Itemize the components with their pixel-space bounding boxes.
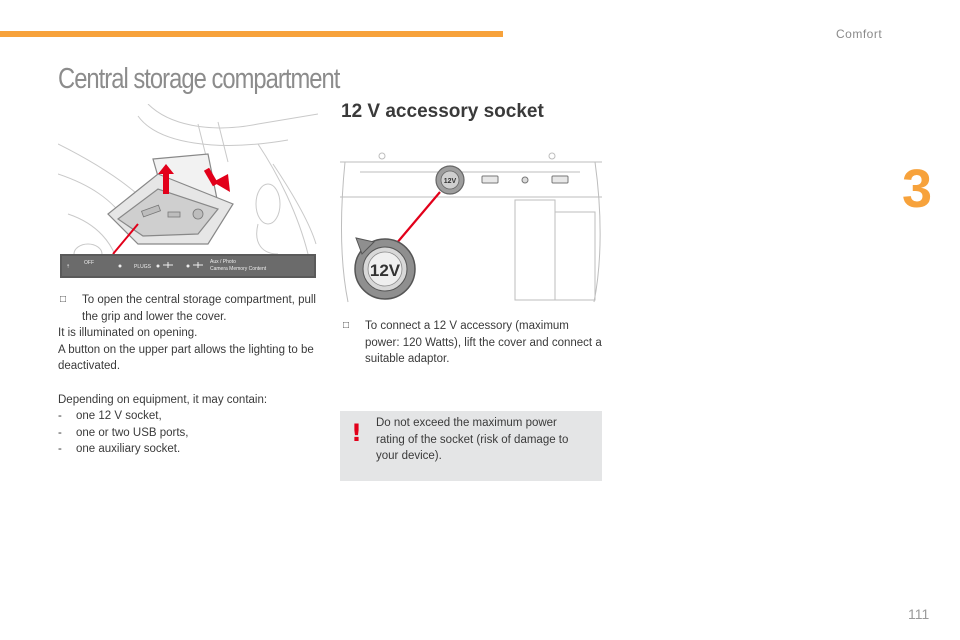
bullet-icon: □: [60, 294, 67, 305]
panel-label-off: OFF: [84, 260, 94, 266]
12v-socket-illustration: [340, 152, 602, 307]
list-item: - one auxiliary socket.: [58, 443, 181, 455]
svg-text:⇡: ⇡: [66, 264, 71, 270]
illumination-note: It is illuminated on opening.: [58, 327, 198, 339]
socket-text: [341, 318, 603, 368]
lighting-button-note: A button on the upper part allows the lighting to be deactivated.: [58, 343, 314, 372]
list-item: - one or two USB ports,: [58, 426, 189, 439]
socket-label-small: 12V: [443, 178, 457, 185]
header-accent-bar: [0, 31, 503, 37]
socket-instruction: To connect a 12 V accessory (maximum power: 120 Watts), lift the cover and connect a suitable adaptor.: [365, 320, 602, 365]
warning-box: [340, 411, 602, 481]
panel-label-plugs: PLUGS: [134, 264, 151, 270]
contents-intro: Depending on equipment, it may contain:: [58, 393, 268, 406]
warning-text: Do not exceed the maximum power rating of the socket (risk of damage to your device).: [376, 417, 569, 462]
storage-compartment-text: [58, 292, 320, 458]
panel-label-aux: Aux / Photo: [210, 259, 236, 265]
page-title: Central storage compartment: [58, 63, 340, 95]
instruction-bullet: [341, 318, 603, 368]
instruction-bullet: [58, 292, 320, 325]
socket-label-large: 12V: [369, 261, 401, 280]
bullet-icon: □: [343, 320, 350, 331]
panel-label-camera: Camera Memory Content: [210, 266, 267, 272]
section-heading-12v: 12 V accessory socket: [341, 101, 544, 122]
chapter-number: 3: [902, 159, 933, 219]
exclamation-warning-icon: !: [351, 419, 362, 447]
spacer: [58, 375, 320, 392]
storage-compartment-illustration: [58, 104, 318, 282]
storage-instruction: To open the central storage compartment, pull the grip and lower the cover.: [82, 294, 316, 323]
page-number: 111: [908, 606, 930, 622]
list-item: - one 12 V socket,: [58, 410, 162, 422]
section-label: Comfort: [836, 27, 883, 41]
